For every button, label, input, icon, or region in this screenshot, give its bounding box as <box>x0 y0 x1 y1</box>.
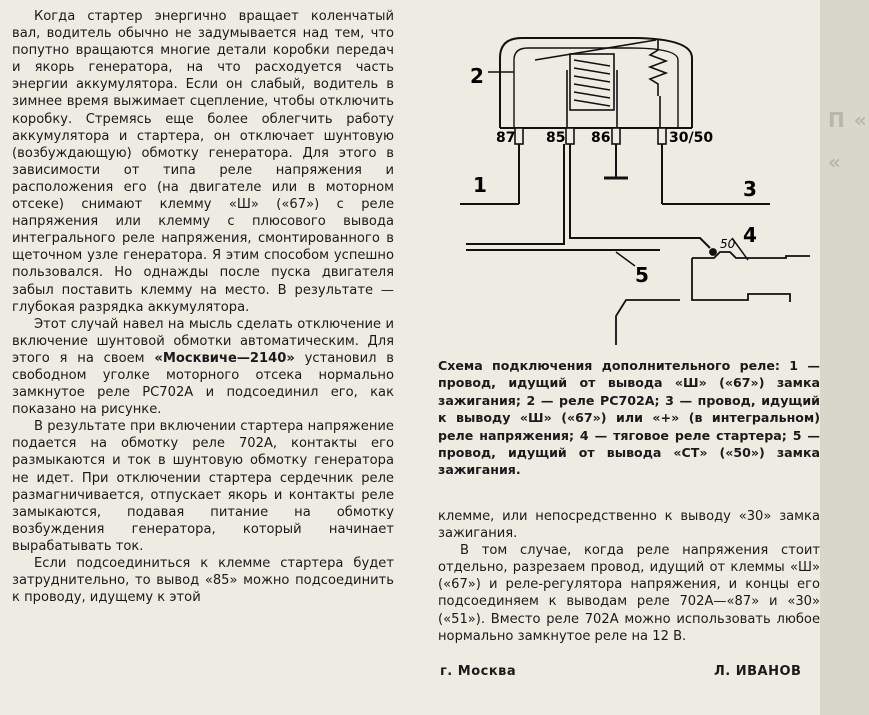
label-5: 5 <box>635 263 649 287</box>
paragraph-2-end: установил в свободном уголке моторного отсека нормально замкнутое реле РС702А и подсоединил его, как показано на рисунке. <box>12 350 394 418</box>
ghost-text: П « <box>828 108 868 132</box>
starter-terminal-label: 50 <box>720 237 736 251</box>
relay-wiring-diagram <box>430 0 830 350</box>
paragraph-4: Если подсоединиться к клемме стартера будет затруднительно, то вывод «85» можно подсоединить к проводу, идущему к этой <box>12 556 394 606</box>
label-1: 1 <box>473 173 487 197</box>
author-signature: Л. ИВАНОВ <box>714 664 802 679</box>
terminal-85-label: 85 <box>546 130 566 146</box>
label-2: 2 <box>470 64 484 88</box>
wires <box>460 144 770 250</box>
relay-housing <box>500 38 692 128</box>
car-model: «Москвиче—2140» <box>154 350 295 366</box>
paragraph-3: В результате при включении стартера напряжение подается на обмотку реле 702А, контакты его размыкаются и ток в шунтовую обмотку генератора не идет. При отключении стартера сердечник реле размагничивается, отпускает якорь и контакты реле замыкаются, подавая питание на обмотку возбуждения генератора, который начинает вырабатывать ток. <box>12 419 394 554</box>
paragraph-6: В том случае, когда реле напряжения стоит отдельно, разрезаем провод, идущий от клеммы «Ш» («67») и реле-регулятора напряжения, и концы его подсоединяем к выводам реле 702А—«87» и «30» («51»). Вместо реле 702А можно использовать любое нормально замкнутое реле на 12 В. <box>438 543 820 644</box>
terminal-87-label: 87 <box>496 130 516 146</box>
ghost-text: « <box>828 150 842 174</box>
relay-coil <box>567 54 617 128</box>
paragraph-2 <box>12 316 394 419</box>
figure-caption <box>438 357 820 479</box>
terminal-86-label: 86 <box>591 130 611 146</box>
paragraph-2-start: Этот случай навел на мысль сделать отключение и включение шунтовой обмотки автоматическим. Для этого я на своем <box>12 316 394 366</box>
terminal-30-50-label: 30/50 <box>669 130 714 146</box>
caption-text: Схема подключения дополнительного реле: 1 — провод, идущий от вывода «Ш» («67») замка зажигания; 2 — реле РС702А; 3 — провод, идущий к выводу «Ш» («67») или «+» (в интегральном) реле напряжения; 4 — тяговое реле стартера; 5 — провод, идущий от вывода «СТ» («50») замка зажигания. <box>438 358 820 478</box>
label-3: 3 <box>743 177 757 201</box>
article-right-column <box>438 508 820 645</box>
paragraph-1: Когда стартер энергично вращает коленчатый вал, водитель обычно не задумывается над тем, что попутно вращаются многие детали коробки передач и якорь генератора, на что расходуется часть энергии аккумулятора. Если он слабый, водитель в зимнее время выжимает сцепление, чтобы отключить коробку. Стремясь еще более облегчить работу аккумулятора и стартера, он отключает шунтовую (возбуждающую) обмотку генератора. Для этого в зависимости от типа реле напряжения и расположения его (на двигателе или в моторном отсеке) снимают клемму «Ш» («67») с реле напряжения или клемму с плюсового вывода интегрального реле напряжения, смонтированного в щеточном узле генератора. Я этим способом успешно пользовался. Но однажды после пуска двигателя забыл поставить клемму на место. В результате — глубокая разрядка аккумулятора. <box>12 9 394 315</box>
paragraph-5: клемме, или непосредственно к выводу «30» замка зажигания. <box>438 509 820 542</box>
label-4: 4 <box>743 223 757 247</box>
city-signature: г. Москва <box>440 664 517 679</box>
article-left-column <box>12 8 394 606</box>
